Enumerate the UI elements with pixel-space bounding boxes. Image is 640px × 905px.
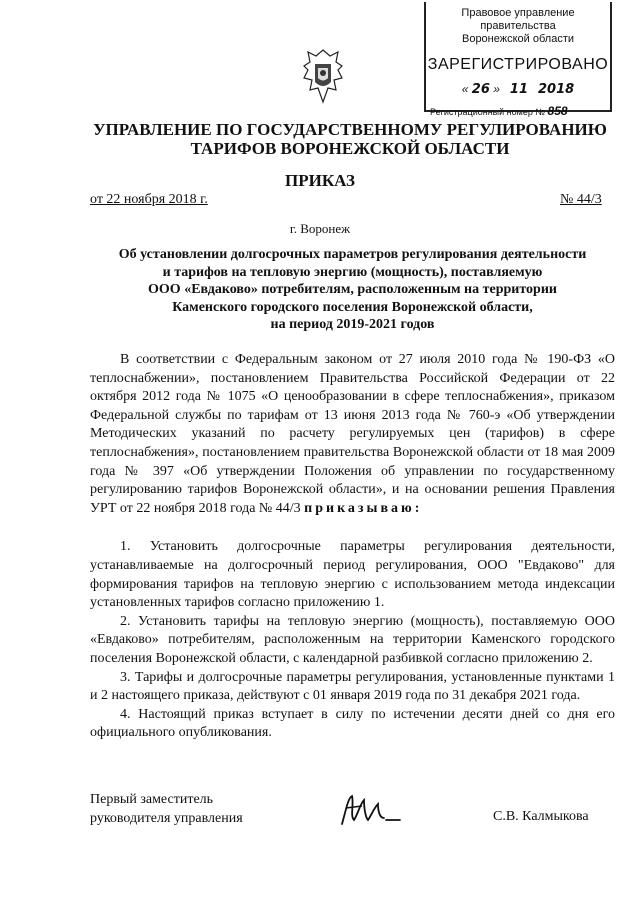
stamp-date-month: 11 — [509, 82, 528, 97]
coat-of-arms-icon — [300, 48, 346, 104]
stamp-date-day: 26 — [471, 82, 490, 97]
preamble-text: В соответствии с Федеральным законом от 27 июля 2010 года № 190-ФЗ «О теплоснабжении», постановлением Правительства Российской Федерации от 22 октября 2012 года № 1075 «О ценообразовании в сфере теплоснабжения», приказом Федеральной службы по тарифам от 13 июня 2013 года № 760-э «Об утверждении Методических указаний по расчету регулируемых цен (тарифов) в сфере теплоснабжения», постановлением правительства Воронежской области от 18 мая 2009 года № 397 «Об утверждении Положения об управлении по государственному регулированию тарифов Воронежской области», и на основании решения Правления УРТ от 22 ноября 2018 года № 44/3 — [90, 352, 615, 516]
order-city: г. Воронеж — [289, 221, 351, 236]
subject-line: Каменского городского поселения Воронежской области, — [172, 299, 533, 315]
authority-name-line1: УПРАВЛЕНИЕ ПО ГОСУДАРСТВЕННОМУ РЕГУЛИРОВАНИЮ — [93, 120, 607, 139]
handwritten-signature — [338, 790, 418, 830]
stamp-reg-number: 858 — [547, 104, 568, 118]
subject-line: и тарифов на тепловую энергию (мощность), поставляемую — [162, 264, 543, 280]
stamp-date: « 26 » 11 2018 — [461, 82, 575, 97]
order-number: № 44/3 — [560, 192, 602, 207]
stamp-line1: Правовое управление правительства — [461, 7, 575, 32]
stamp-line2: Воронежской области — [461, 33, 574, 45]
position-line2: руководителя управления — [90, 811, 243, 826]
subject-line: на период 2019-2021 годов — [270, 317, 435, 332]
authority-name-line2: ТАРИФОВ ВОРОНЕЖСКОЙ ОБЛАСТИ — [190, 139, 510, 158]
order-subject — [90, 246, 615, 334]
order-item: 2. Установить тарифы на тепловую энергию (мощность), поставляемую ООО «Евдаково» потребителям, расположенным на территории Каменского городского поселения Воронежской области, с календарной разбивкой согласно приложению 2. — [90, 613, 615, 666]
order-item: 4. Настоящий приказ вступает в силу по истечении десяти дней со дня его официального опубликования. — [90, 706, 615, 741]
orders-keyword: приказываю: — [304, 500, 423, 516]
document-title: ПРИКАЗ — [285, 171, 355, 190]
order-item: 1. Установить долгосрочные параметры регулирования деятельности, устанавливаемые на долгосрочный период регулирования, ООО "Евдаково" для формирования тарифов на тепловую энергию с использованием метода индексации установленных тарифов согласно приложению 1. — [90, 539, 615, 611]
signatory-name: С.В. Калмыкова — [493, 809, 589, 824]
registration-stamp — [424, 2, 612, 118]
order-body — [90, 351, 615, 743]
stamp-reg-label: Регистрационный номер № — [430, 107, 546, 117]
subject-line: Об установлении долгосрочных параметров регулирования деятельности — [118, 247, 587, 262]
stamp-status: ЗАРЕГИСТРИРОВАНО — [427, 56, 609, 73]
stamp-date-year: 2018 — [538, 82, 575, 97]
preamble-paragraph — [90, 351, 615, 518]
order-item: 3. Тарифы и долгосрочные параметры регулирования, установленные пунктами 1 и 2 настоящего приказа, действуют с 01 января 2019 года по 31 декабря 2021 года. — [90, 669, 615, 704]
stamp-reg — [426, 104, 610, 118]
subject-line: ООО «Евдаково» потребителям, расположенным на территории — [148, 282, 557, 297]
order-date: от 22 ноября 2018 г. — [90, 192, 208, 207]
signatory-position — [90, 790, 243, 828]
position-line1: Первый заместитель — [90, 792, 214, 807]
